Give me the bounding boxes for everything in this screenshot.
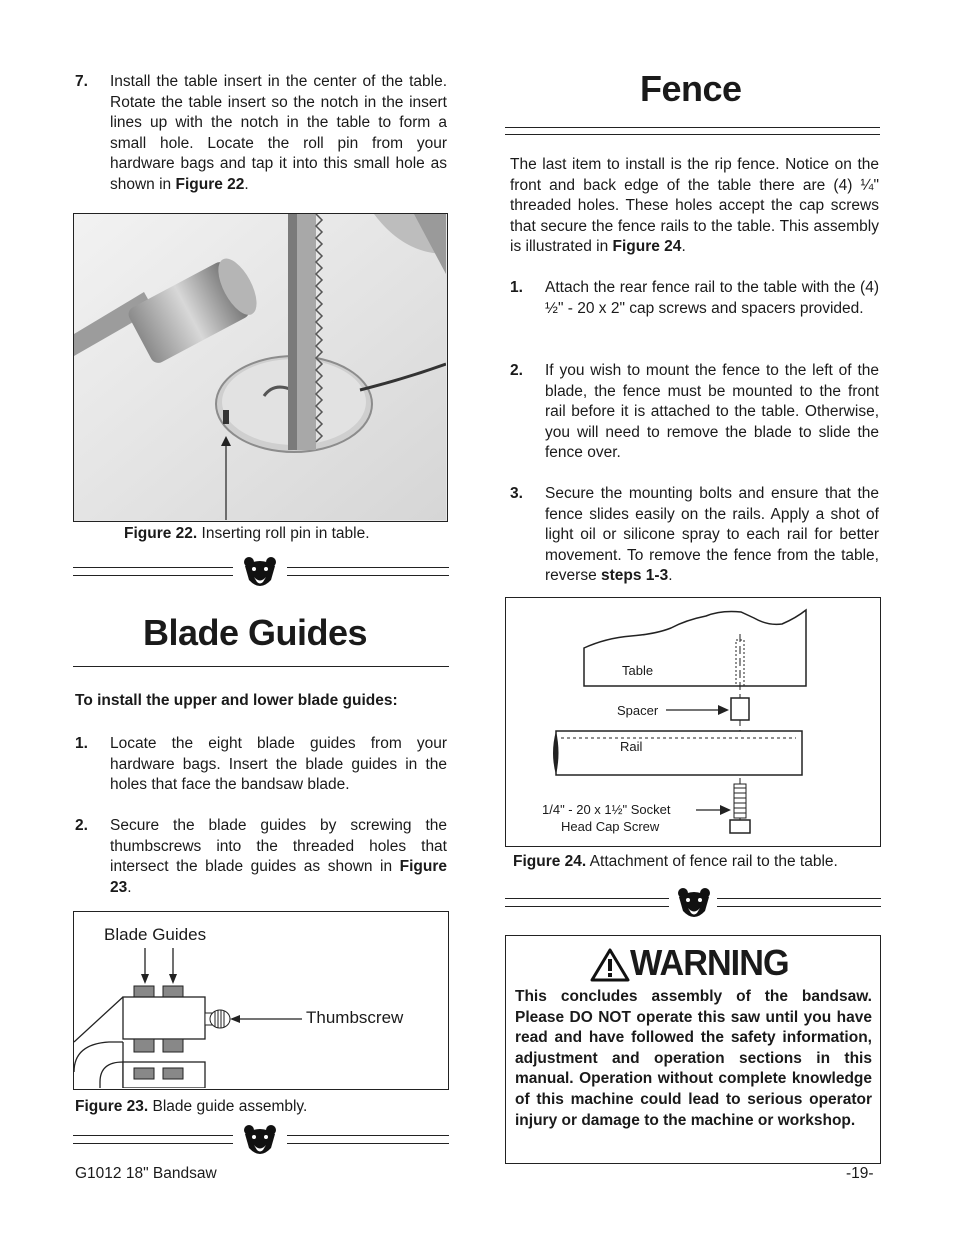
- fence-heading: Fence: [640, 68, 742, 109]
- warning-text: This concludes assembly of the bandsaw. Please DO NOT operate this saw until you have read and have followed the safety information, adjustment and operation sections in this manual. Operation without complete knowledge of this machine could lead to serious operator injury or damage to the machine or workshop.: [515, 988, 872, 1129]
- step-text: Secure the blade guides by screwing the thumbscrews into the threaded holes that intersect the blade guides as shown in Figure 23.: [110, 817, 447, 896]
- step-text: Secure the mounting bolts and ensure that the fence slides easily on the rails. Apply a shot of light oil or silicone spray to each rail for better movement. To remove the fence from the table, reverse steps 1-3.: [545, 485, 879, 585]
- footer-model: G1012 18" Bandsaw: [75, 1165, 217, 1182]
- blade-guides-label: Blade Guides: [104, 925, 207, 944]
- section-divider: [505, 887, 881, 921]
- step-text: Locate the eight blade guides from your hardware bags. Insert the blade guides in the holes that face the bandsaw blade.: [110, 735, 447, 794]
- figure-23-diagram: [73, 911, 449, 1090]
- figure-23-caption: Figure 23. Blade guide assembly.: [75, 1098, 308, 1115]
- warning-triangle-icon: [590, 948, 630, 982]
- step-number: 1.: [75, 735, 88, 752]
- figure-24-diagram: [505, 597, 881, 847]
- screw-label-line-2: Head Cap Screw: [561, 819, 660, 834]
- heading-rule: [505, 127, 880, 128]
- figure-22-caption: Figure 22. Inserting roll pin in table.: [124, 525, 370, 542]
- thumbscrew-label: Thumbscrew: [306, 1008, 404, 1027]
- warning-box: [505, 935, 881, 1164]
- fence-intro: The last item to install is the rip fence. Notice on the front and back edge of the table there are (4) ¼" threaded holes. These holes accept the cap screws that secure the fence rails to the table. This assembly is illustrated in Figure 24.: [510, 156, 879, 256]
- bear-logo-icon: [241, 1124, 279, 1158]
- step-number: 7.: [75, 73, 88, 90]
- spacer-label: Spacer: [617, 703, 659, 718]
- table-label: Table: [622, 663, 654, 678]
- step-number: 1.: [510, 279, 523, 296]
- bear-logo-icon: [675, 887, 713, 921]
- step-number: 3.: [510, 485, 523, 502]
- step-text: Install the table insert in the center of the table. Rotate the table insert so the notch in the insert lines up with the notch in the table to form a small hole. Locate the roll pin from your hardware bags and tap it into this small hole as shown in Figure 22.: [110, 73, 447, 193]
- footer-page-number: -19-: [846, 1165, 874, 1182]
- heading-rule: [73, 666, 449, 667]
- rail-label: Rail: [620, 739, 643, 754]
- screw-label-line-1: 1/4" - 20 x 1½" Socket: [542, 802, 671, 817]
- roll-pin-photo-illustration: [74, 214, 446, 520]
- section-divider: [73, 1124, 449, 1158]
- heading-rule: [505, 134, 880, 135]
- blade-guides-heading: Blade Guides: [143, 612, 368, 653]
- section-divider: [73, 556, 449, 590]
- blade-guides-intro: To install the upper and lower blade guides:: [75, 692, 398, 709]
- step-text: If you wish to mount the fence to the left of the blade, the fence must be mounted to the front rail before it is attached to the table. Otherwise, you will need to remove the blade to slide the fence over.: [545, 362, 879, 462]
- bear-logo-icon: [241, 556, 279, 590]
- step-number: 2.: [75, 817, 88, 834]
- figure-24-caption: Figure 24. Attachment of fence rail to the table.: [513, 853, 838, 870]
- warning-title: WARNING: [630, 942, 789, 983]
- figure-22-photo: [73, 213, 448, 522]
- step-number: 2.: [510, 362, 523, 379]
- blade-guide-assembly-drawing: [74, 912, 447, 1088]
- step-text: Attach the rear fence rail to the table with the (4) ½" - 20 x 2" cap screws and spacers provided.: [545, 279, 879, 317]
